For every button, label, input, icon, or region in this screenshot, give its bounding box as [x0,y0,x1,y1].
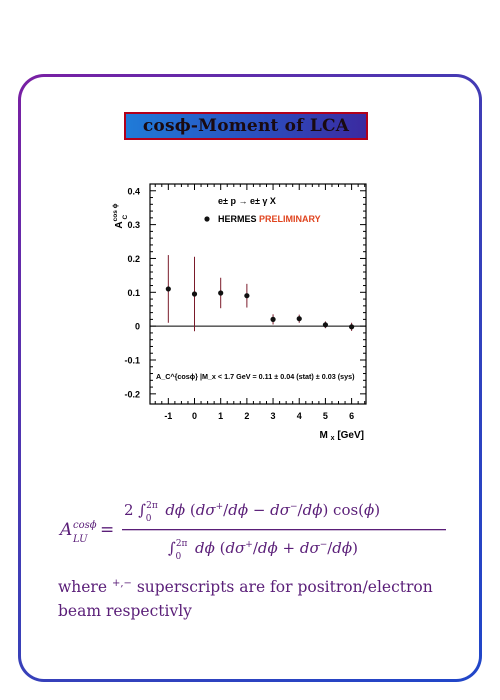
formula-lhs-superscript: cosϕ [73,520,97,531]
reaction-label: e± p → e± γ X [218,196,276,206]
data-point [244,293,249,298]
formula-denominator: ∫$^{2\pi}$ 0 dϕ (dσ+/dϕ + dσ−/dϕ) [168,539,358,562]
chart-marks [166,255,354,331]
legend-entry [218,214,321,224]
x-tick-label: 2 [244,411,250,421]
note-superscript: +,− [111,578,132,589]
asymmetry-chart [108,176,372,454]
x-tick-label: 5 [322,411,328,421]
x-tick-label: -1 [164,411,173,421]
y-tick-label: -0.1 [124,355,140,366]
legend-preliminary: PRELIMINARY [259,214,321,224]
asymmetry-formula [58,495,448,565]
slide-title-box [124,112,368,140]
beam-note [58,572,468,623]
formula-fraction-bar [122,529,446,530]
data-point [349,324,354,329]
legend-experiment: HERMES [218,214,260,224]
note-prefix: where [58,578,108,597]
x-tick-label: 6 [349,411,355,421]
formula-lhs-A: A [60,520,73,540]
slide-title: cosϕ-Moment of LCA [142,116,350,136]
y-tick-label: 0.2 [127,253,140,264]
y-tick-label: 0.4 [127,186,140,197]
formula-equals: = [100,520,115,540]
formula-numerator: 2 ∫$^{2\pi}$ 0 dϕ (dσ+/dϕ − dσ−/dϕ) cos(ϕ) [124,501,381,524]
x-axis-label: M $_x$ [GeV] [319,430,364,442]
legend-marker [204,216,209,221]
formula-lhs-subscript: LU [73,534,88,545]
x-tick-label: 4 [296,411,302,421]
x-tick-label: 0 [192,411,198,421]
data-point [297,316,302,321]
x-tick-label: 3 [270,411,276,421]
y-axis-label: $A^{cos \phi}$ C [112,203,129,229]
data-point [218,290,223,295]
average-value-label: A_C^{cosϕ} |M_x < 1.7 GeV = 0.11 ± 0.04 (stat) ± 0.03 (sys) [156,372,355,381]
x-tick-label: 1 [218,411,224,421]
data-point [166,286,171,291]
data-point [192,291,197,296]
y-tick-label: 0.1 [127,287,140,298]
y-tick-label: 0.3 [127,220,140,231]
data-point [270,317,275,322]
data-point [323,322,328,327]
note-text: superscripts are for positron/electron beam respectivly [58,578,433,621]
y-tick-label: 0 [134,321,140,332]
y-tick-label: -0.2 [124,389,140,400]
